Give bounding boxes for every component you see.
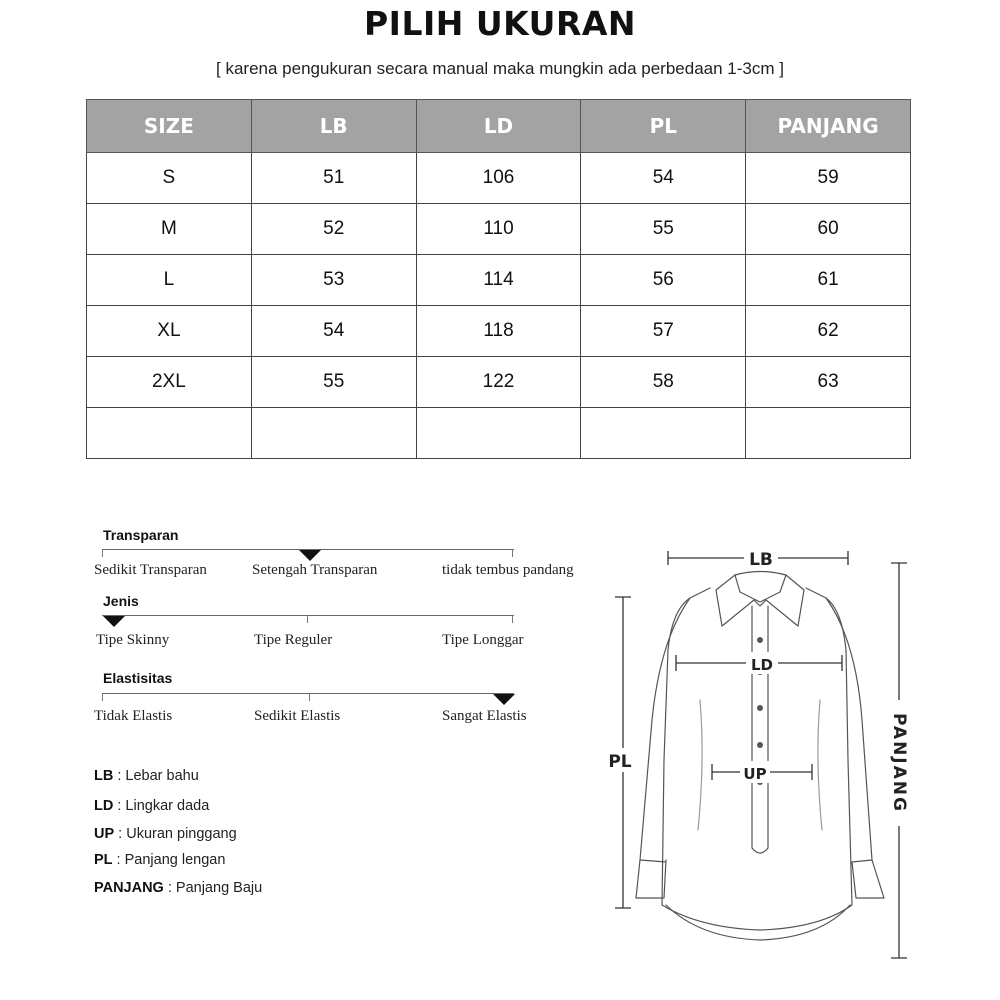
scale-jenis [94, 593, 594, 653]
legend-desc: : Panjang Baju [163, 880, 263, 896]
table-cell [87, 408, 252, 459]
table-cell: 54 [251, 306, 416, 357]
label-ld: LD [750, 656, 774, 674]
table-cell: 106 [416, 153, 581, 204]
legend-desc: : Panjang lengan [112, 852, 226, 868]
label-panjang: PANJANG [889, 713, 909, 813]
shirt-hem [666, 905, 850, 940]
legend-desc: : Lingkar dada [113, 798, 210, 814]
legend-desc: : Ukuran pinggang [114, 826, 237, 842]
legend-item [94, 880, 262, 896]
scale-line [102, 615, 514, 616]
legend-abbr: PL [94, 852, 113, 868]
scale-tick [512, 549, 513, 557]
shirt-measurement-diagram [600, 535, 920, 965]
table-cell: S [87, 153, 252, 204]
scale-label: Setengah Transparan [252, 562, 378, 578]
table-cell: 56 [581, 255, 746, 306]
table-cell: 118 [416, 306, 581, 357]
table-cell: 52 [251, 204, 416, 255]
legend-item [94, 798, 209, 814]
scale-tick [309, 693, 310, 701]
scale-label: tidak tembus pandang [442, 562, 574, 578]
table-cell: 53 [251, 255, 416, 306]
scale-label: Tipe Reguler [254, 632, 333, 648]
table-cell: 55 [251, 357, 416, 408]
table-row [87, 255, 911, 306]
table-row [87, 153, 911, 204]
header-size: SIZE [87, 100, 252, 153]
scale-tick [512, 615, 513, 623]
table-cell [581, 408, 746, 459]
scale-label: Tipe Longgar [442, 632, 524, 648]
table-cell: 55 [581, 204, 746, 255]
table-cell: 2XL [87, 357, 252, 408]
header-ld: LD [416, 100, 581, 153]
scale-marker [493, 694, 515, 705]
table-cell: 58 [581, 357, 746, 408]
scale-label: Sedikit Transparan [94, 562, 207, 578]
scale-label: Sangat Elastis [442, 708, 527, 724]
scale-elastisitas [94, 670, 594, 730]
label-pl: PL [608, 752, 632, 772]
table-row [87, 357, 911, 408]
scale-title-jenis: Jenis [103, 593, 139, 609]
table-cell [416, 408, 581, 459]
scale-tick [102, 693, 103, 701]
table-row [87, 306, 911, 357]
scale-line [102, 693, 514, 694]
scale-label: Tipe Skinny [96, 632, 170, 648]
page-title: PILIH UKURAN [363, 4, 637, 43]
table-cell: 62 [746, 306, 911, 357]
legend-item [94, 768, 199, 784]
scale-label: Tidak Elastis [94, 708, 173, 724]
measurement-note: [ karena pengukuran secara manual maka mungkin ada perbedaan 1-3cm ] [216, 59, 784, 78]
legend-abbr: LD [94, 798, 114, 814]
scale-tick [307, 615, 308, 623]
scale-title-transparan: Transparan [103, 527, 179, 543]
legend-item [94, 826, 237, 842]
legend-abbr: UP [94, 826, 115, 842]
table-cell: XL [87, 306, 252, 357]
table-row-empty [87, 408, 911, 459]
scale-title-elastisitas: Elastisitas [103, 670, 173, 686]
scale-transparan [94, 527, 594, 587]
table-row [87, 204, 911, 255]
table-cell: 59 [746, 153, 911, 204]
table-cell: 51 [251, 153, 416, 204]
table-header-row [87, 100, 911, 153]
legend-desc: : Lebar bahu [113, 768, 199, 784]
scale-marker [299, 550, 321, 561]
shirt-placket [752, 606, 768, 853]
table-cell [251, 408, 416, 459]
legend-abbr: PANJANG [94, 880, 164, 896]
table-cell: L [87, 255, 252, 306]
table-cell: 114 [416, 255, 581, 306]
scale-marker [103, 616, 125, 627]
table-cell: 54 [581, 153, 746, 204]
header-panjang: PANJANG [746, 100, 911, 153]
scale-label: Sedikit Elastis [254, 708, 341, 724]
legend-item [94, 852, 225, 868]
header-lb: LB [251, 100, 416, 153]
table-cell: M [87, 204, 252, 255]
label-up: UP [743, 765, 767, 783]
shirt-sleeve-right [826, 598, 884, 898]
table-cell: 60 [746, 204, 911, 255]
table-cell: 57 [581, 306, 746, 357]
table-cell: 122 [416, 357, 581, 408]
shirt-body-outline [662, 588, 852, 930]
table-cell: 63 [746, 357, 911, 408]
table-cell: 110 [416, 204, 581, 255]
size-table [86, 99, 911, 459]
label-lb: LB [749, 550, 773, 570]
scale-tick [102, 549, 103, 557]
table-cell [746, 408, 911, 459]
legend-abbr: LB [94, 768, 114, 784]
table-cell: 61 [746, 255, 911, 306]
header-pl: PL [581, 100, 746, 153]
shirt-collar [716, 572, 804, 627]
